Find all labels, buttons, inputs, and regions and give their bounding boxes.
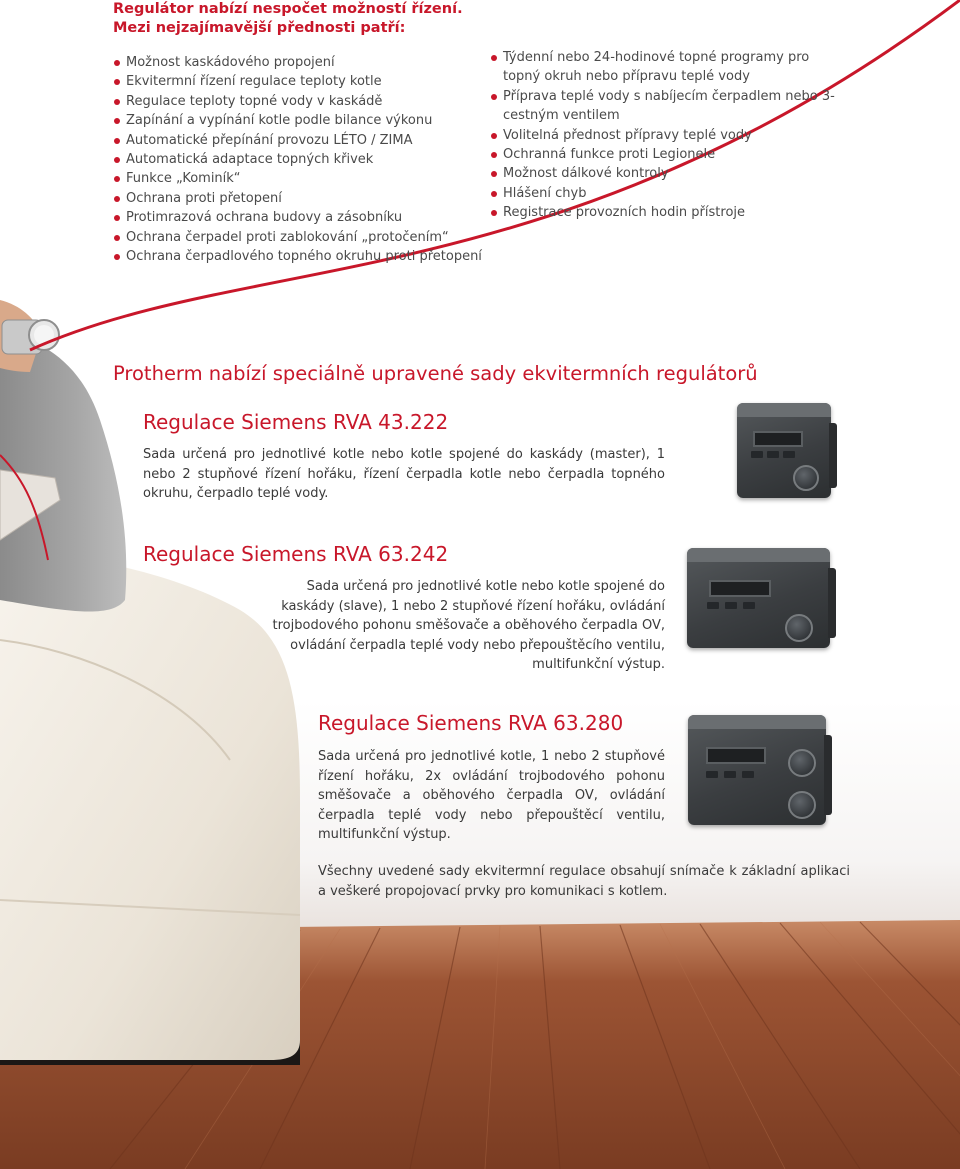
product-title-rva63-242: Regulace Siemens RVA 63.242 — [143, 542, 449, 566]
device-top — [737, 403, 831, 417]
device-button — [783, 451, 795, 458]
footnote: Všechny uvedené sady ekvitermní regulace obsahují snímače k základní aplikaci a veškeré propojovací prvky pro komunikaci s kotlem. — [318, 864, 850, 899]
feature-item: Příprava teplé vody s nabíjecím čerpadlem nebo 3-cestným ventilem — [490, 87, 850, 126]
feature-item: Ochrana proti přetopení — [113, 189, 482, 208]
feature-item: Protimrazová ochrana budovy a zásobníku — [113, 208, 482, 227]
feature-item: Zapínání a vypínání kotle podle bilance výkonu — [113, 111, 482, 130]
device-knob — [788, 791, 816, 819]
feature-item: Týdenní nebo 24-hodinové topné programy pro topný okruh nebo přípravu teplé vody — [490, 48, 850, 87]
feature-item: Funkce „Kominík“ — [113, 169, 482, 188]
section-headline: Protherm nabízí speciálně upravené sady ekvitermních regulátorů — [113, 362, 758, 385]
intro-line-2: Mezi nejzajímavější přednosti patří: — [113, 20, 406, 36]
device-button — [767, 451, 779, 458]
feature-item: Ochrana čerpadlového topného okruhu proti přetopení — [113, 247, 482, 266]
device-button — [706, 771, 718, 778]
features-list-left — [113, 53, 482, 266]
controller-image-rva63-280 — [688, 715, 826, 825]
sofa — [0, 556, 300, 1065]
device-knob — [793, 465, 819, 491]
intro — [113, 0, 463, 38]
device-knob — [785, 614, 813, 642]
feature-item: Registrace provozních hodin přístroje — [490, 203, 850, 222]
feature-item: Regulace teploty topné vody v kaskádě — [113, 92, 482, 111]
product-desc-rva43: Sada určená pro jednotlivé kotle nebo kotle spojené do kaskády (master), 1 nebo 2 stupňové řízení hořáku, řízení čerpadla kotle nebo čerpadla topného okruhu, čerpadlo teplé vody. — [143, 447, 665, 501]
product-title-rva63-280: Regulace Siemens RVA 63.280 — [318, 711, 624, 735]
device-button — [724, 771, 736, 778]
device-display — [709, 580, 771, 597]
feature-item: Ekvitermní řízení regulace teploty kotle — [113, 72, 482, 91]
device-button — [742, 771, 754, 778]
feature-item: Volitelná přednost přípravy teplé vody — [490, 126, 850, 145]
device-display — [706, 747, 766, 764]
product-desc-rva63-242: Sada určená pro jednotlivé kotle nebo kotle spojené do kaskády (slave), 1 nebo 2 stupňové řízení hořáku, ovládání trojbodového pohonu směšovače a oběhového čerpadla OV, ovládání čerpadla teplé vody nebo přepouštěcího ventilu, multifunkční výstup. — [272, 579, 665, 672]
feature-item: Možnost dálkové kontroly — [490, 164, 850, 183]
device-display — [753, 431, 803, 447]
feature-item: Ochrana čerpadel proti zablokování „protočením“ — [113, 228, 482, 247]
product-title-rva43: Regulace Siemens RVA 43.222 — [143, 410, 449, 434]
arm-with-watch — [0, 300, 126, 612]
feature-item: Automatické přepínání provozu LÉTO / ZIMA — [113, 131, 482, 150]
controller-image-rva43 — [737, 403, 831, 498]
device-side — [829, 423, 837, 488]
feature-item: Ochranná funkce proti Legionele — [490, 145, 850, 164]
device-button — [725, 602, 737, 609]
device-button — [743, 602, 755, 609]
device-button — [707, 602, 719, 609]
feature-item: Hlášení chyb — [490, 184, 850, 203]
feature-item: Možnost kaskádového propojení — [113, 53, 482, 72]
intro-line-1: Regulátor nabízí nespočet možností řízení. — [113, 1, 463, 17]
device-knob — [788, 749, 816, 777]
device-top — [688, 715, 826, 729]
device-top — [687, 548, 830, 562]
device-side — [824, 735, 832, 815]
controller-image-rva63-242 — [687, 548, 830, 648]
product-desc-rva63-280: Sada určená pro jednotlivé kotle, 1 nebo 2 stupňové řízení hořáku, 2x ovládání trojbodového pohonu směšovače a oběhového čerpadla OV, ovládání čerpadla teplé vody nebo přepouštěcí ventilu, multifunkční výstup. — [318, 749, 665, 842]
feature-item: Automatická adaptace topných křivek — [113, 150, 482, 169]
features-list-right — [490, 48, 850, 223]
device-side — [828, 568, 836, 638]
device-button — [751, 451, 763, 458]
